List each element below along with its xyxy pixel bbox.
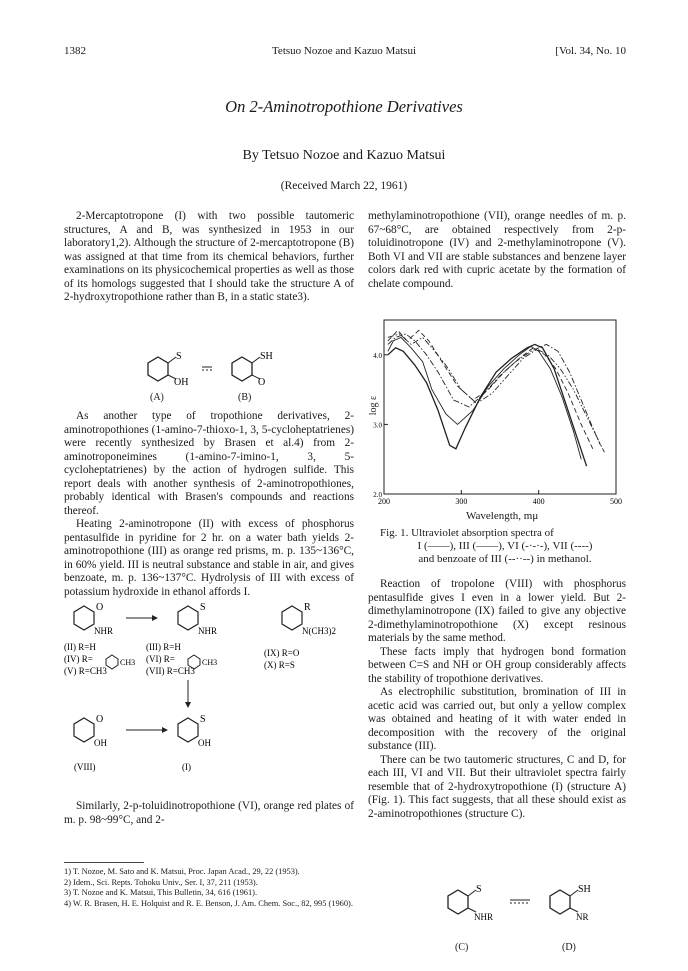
article-authors: By Tetsuo Nozoe and Kazuo Matsui [242,148,446,163]
svg-text:O: O [96,714,104,725]
label-c: (C) [455,942,469,953]
left-column-top [64,210,354,305]
svg-text:O: O [96,602,104,613]
label-b: (B) [238,392,252,403]
caption-line: and benzoate of III (--··--) in methanol. [418,553,592,565]
svg-text:(IV) R=: (IV) R= [64,654,93,664]
paragraph: 2-Mercaptotropone (I) with two possible tautomeric structures, A and B, was synthesized in 1953 in our laboratory1,2). Although the structure of 2-mercaptotropone (B) was assigned at that time from its chemical behaviors, further examinations on its physicochemical properties as well as those of its homologs suggested that I should take the structure A of 2-hydroxytropothione rather than B, in a static state3). [64,210,354,303]
x-tick-label: 500 [610,497,622,506]
paragraph: Heating 2-aminotropone (II) with excess of phosphorus pentasulfide in pyridine for 2 hr. on a water bath yields 2-aminotropothione (III) as orange red prisms, m. p. 135~136°C, in 60% yield. III is neutral substance and stable in air, and gives benzoate, m. p. 136~137°C. Hydrolysis of III with excess of potassium hydroxide in ethanol affords I. [64,518,354,598]
uv-spectra-chart [368,312,626,524]
svg-text:S: S [200,714,206,725]
footnote: 3) T. Nozoe and K. Matsui, This Bulletin, 34, 616 (1961). [64,888,258,897]
svg-text:SH: SH [578,884,591,895]
series-line-4 [388,330,593,448]
left-column-bottom [64,800,354,827]
paragraph: These facts imply that hydrogen bond formation between C=S and NH or OH group considerably affects the stability of tropothione derivatives. [368,645,626,685]
footnotes [64,867,354,909]
svg-text:(V) R=CH3: (V) R=CH3 [64,666,107,676]
svg-text:NHR: NHR [198,626,218,636]
svg-text:(III) R=H: (III) R=H [146,642,181,652]
caption-line: Fig. 1. Ultraviolet absorption spectra of [380,527,554,539]
paragraph: As another type of tropothione derivatives, 2-aminotropothiones (1-amino-7-thioxo-1, 3, 5-cycloheptatrienes) were recently synthesized by Brasen et al.4) from 2-aminotroponeimines (1-amino-7-imino-1, 3, 5-cycloheptatrienes) by the action of hydrogen sulfide. This report deals with another synthesis of 2-aminotropothiones, probably identical with Brasen's compounds and reactions thereof. [64,410,354,517]
svg-text:R: R [304,602,311,613]
paragraph: methylaminotropothione (VII), orange needles of m. p. 67~68°C, are obtained respectively from 2-p-toluidinotropone (IV) and 2-methylaminotropone (V). Both VI and VII are stable substances and benzene layer colors dark red with cupric acetate by the formation of chelate compound. [368,210,626,290]
svg-text:(X) R=S: (X) R=S [264,660,295,670]
a-oh: OH [174,377,189,388]
svg-text:(IX) R=O: (IX) R=O [264,648,300,658]
svg-text:NHR: NHR [474,912,494,922]
y-tick-label: 4.0 [373,351,382,360]
svg-text:(VIII): (VIII) [74,762,96,772]
b-o: O [258,377,266,388]
received-date: (Received March 22, 1961) [280,180,408,192]
paragraph: Reaction of tropolone (VIII) with phosphorus pentasulfide gives I even in a lower yield. But 2-dimethylaminotropone (IX) failed to give any objective 2-dimethylaminotropothione (X) except resinous materials by the same method. [368,578,626,644]
footnote-rule [64,862,144,863]
left-column-mid [64,410,354,599]
paragraph: As electrophilic substitution, bromination of III in acetic acid was carried out, but only a yellow complex was obtained and heating of it with water ended in decomposition with the recovery of the original substance (III). [368,686,626,752]
svg-text:S: S [200,602,206,613]
right-column-bottom [368,578,626,821]
svg-text:OH: OH [94,738,107,748]
tropone-ring-a [148,357,168,381]
volume-info: [Vol. 34, No. 10 [555,45,626,57]
svg-text:OH: OH [198,738,211,748]
footnote: 1) T. Nozoe, M. Sato and K. Matsui, Proc. Japan Acad., 29, 22 (1953). [64,867,300,876]
footnote: 2) Idem., Sci. Repts. Tohoku Univ., Ser. I, 37, 211 (1953). [64,877,258,887]
structure-c-d [430,882,630,937]
svg-text:(I): (I) [182,762,191,772]
svg-text:NR: NR [576,912,589,922]
tropone-ring-b [232,357,252,381]
x-tick-label: 200 [378,497,390,506]
footnote: 4) W. R. Brasen, H. E. Holquist and R. E. Benson, J. Am. Chem. Soc., 82, 995 (1960). [64,898,353,908]
x-tick-label: 300 [455,497,468,506]
y-tick-label: 3.0 [373,421,382,430]
b-sh: SH [260,351,273,362]
right-column-top [368,210,626,291]
reaction-scheme [64,598,364,778]
svg-text:S: S [476,884,482,895]
article-title: On 2-Aminotropothione Derivatives [225,97,463,116]
paragraph: There can be two tautomeric structures, C and D, for each III, VI and VII. But their ultraviolet spectra fairly resemble that of 2-hydroxytropothione (I) (structure A) (Fig. 1). This fact suggests, that all these should exist as 2-aminotropothiones (structure C). [368,753,626,820]
svg-text:CH3: CH3 [120,658,136,667]
svg-text:NHR: NHR [94,626,114,636]
label-a: (A) [150,392,164,403]
x-axis-label: Wavelength, mμ [466,510,539,522]
y-axis-label: log ε [368,395,380,416]
series-line-3 [388,334,601,445]
svg-text:N(CH3)2: N(CH3)2 [302,626,336,636]
label-d: (D) [562,942,576,953]
page-number: 1382 [64,45,86,57]
caption-line: I (——), III (——), VI (-·-·-), VII (----) [417,540,593,552]
series-line-5 [388,334,605,452]
svg-text:CH3: CH3 [202,658,218,667]
svg-text:(VII) R=CH3: (VII) R=CH3 [146,666,195,676]
x-tick-label: 400 [532,497,545,506]
series-line-1 [388,344,587,466]
figure-caption [380,527,630,566]
a-s: S [176,351,182,362]
svg-text:(VI) R=: (VI) R= [146,654,175,664]
running-title: Tetsuo Nozoe and Kazuo Matsui [271,45,417,57]
paragraph: Similarly, 2-p-toluidinotropothione (VI), orange red plates of m. p. 98~99°C, and 2- [64,800,354,826]
y-tick-label: 2.0 [373,491,382,499]
svg-text:(II) R=H: (II) R=H [64,642,96,652]
